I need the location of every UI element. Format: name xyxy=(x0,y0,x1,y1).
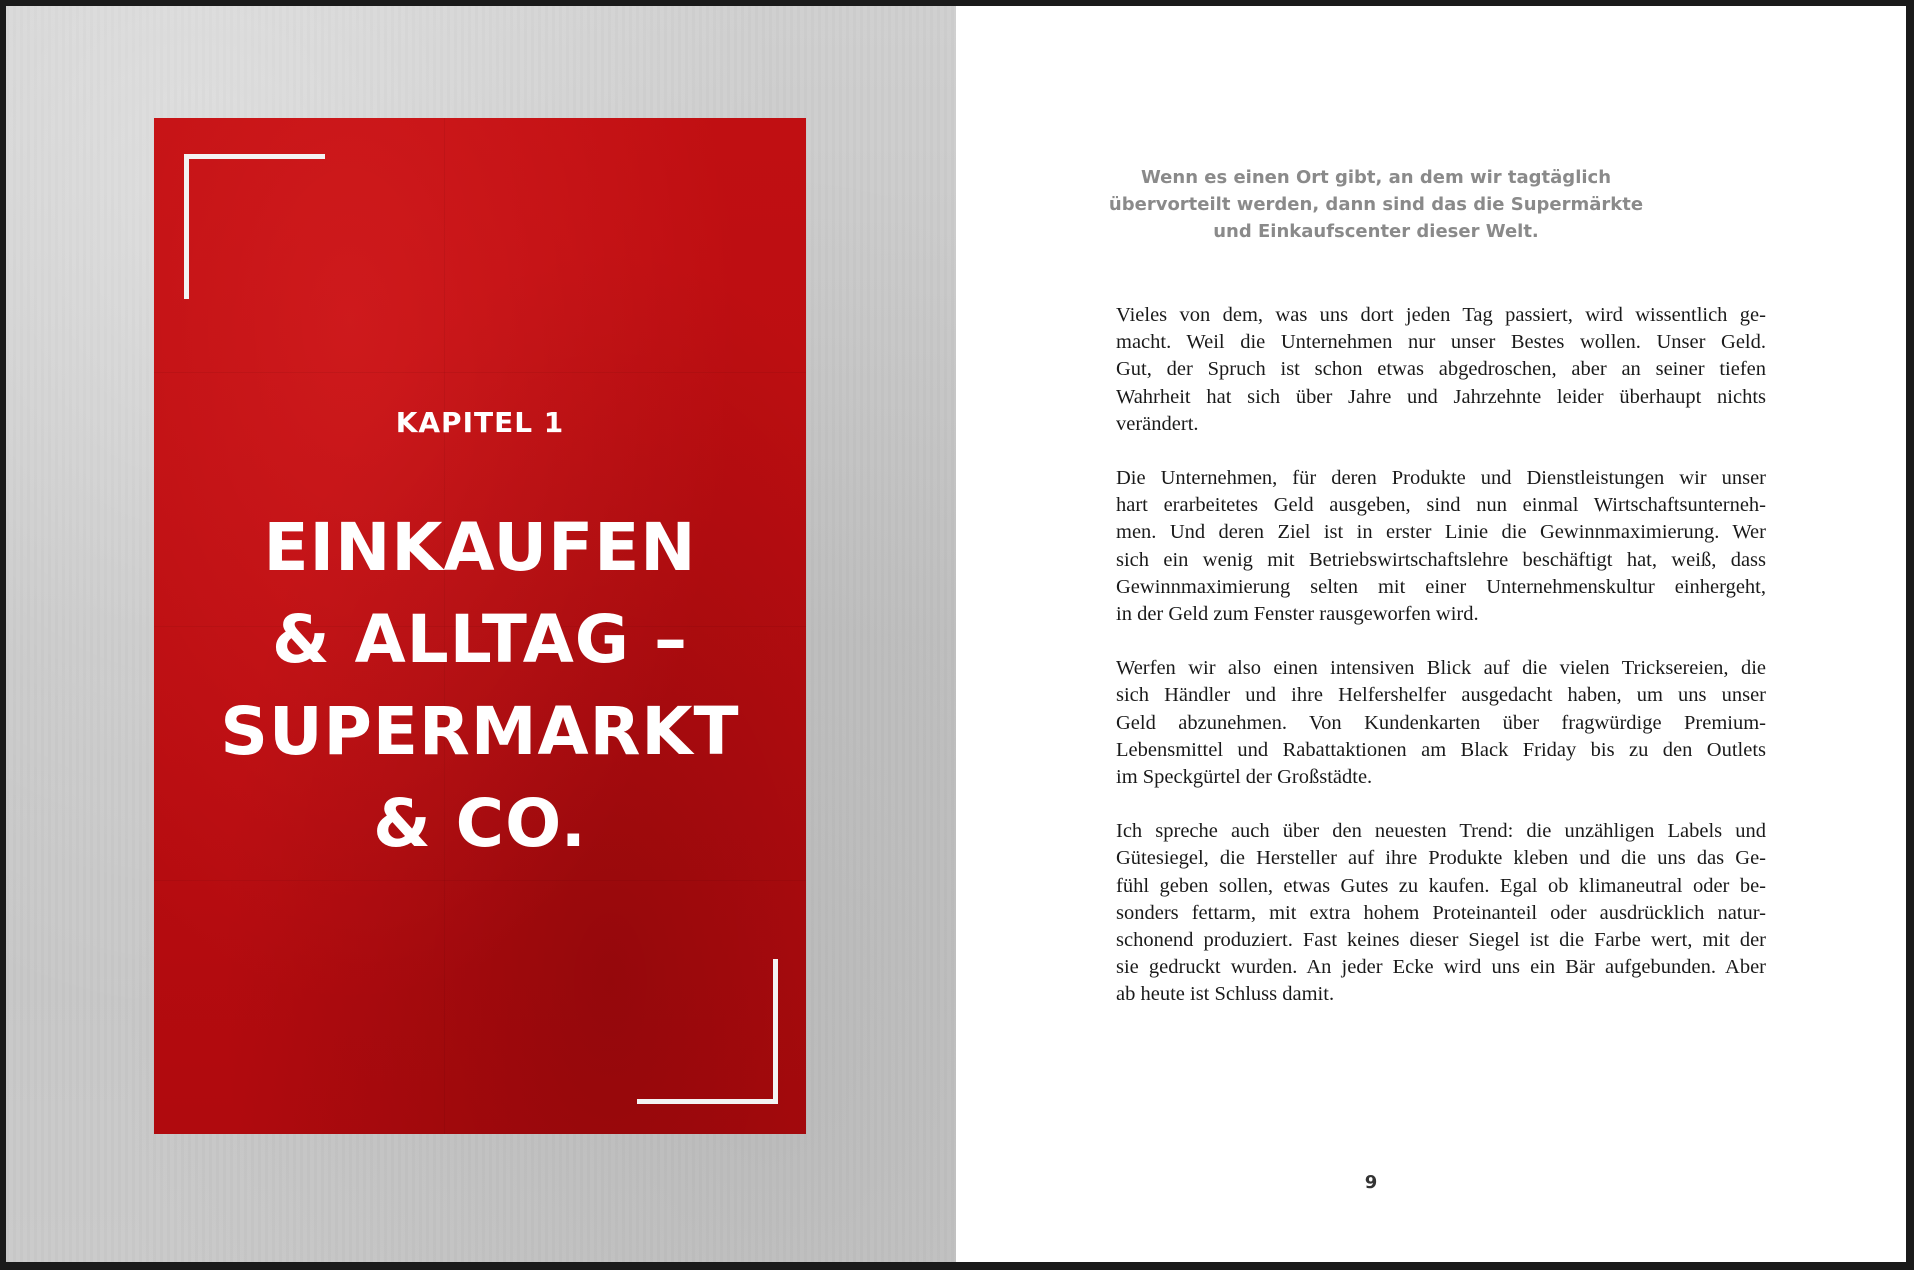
chapter-intro xyxy=(1106,164,1646,245)
paragraph xyxy=(1116,818,1766,1008)
chapter-title-line: & CO. xyxy=(373,785,587,862)
text-line: Gut, der Spruch ist schon etwas abgedroschen, aber an seiner tiefen xyxy=(1116,358,1766,381)
intro-line: Wenn es einen Ort gibt, an dem wir tagtäglich xyxy=(1140,167,1612,188)
text-line: sonders fettarm, mit extra hohem Proteinanteil oder ausdrücklich natur- xyxy=(1116,901,1766,924)
right-page xyxy=(956,6,1906,1262)
text-line: men. Und deren Ziel ist in erster Linie die Gewinnmaximierung. Wer xyxy=(1116,521,1766,544)
text-line: sich Händler und ihre Helfershelfer ausgedacht haben, um uns unser xyxy=(1116,684,1766,707)
text-line: ab heute ist Schluss damit. xyxy=(1116,983,1335,1006)
corner-bracket-top-left xyxy=(184,154,325,299)
text-line: Die Unternehmen, für deren Produkte und Dienstleistungen wir unser xyxy=(1116,467,1766,490)
paragraph xyxy=(1116,655,1766,791)
corner-bracket-bottom-right xyxy=(637,959,778,1104)
text-line: macht. Weil die Unternehmen nur unser Bestes wollen. Unser Geld. xyxy=(1116,331,1766,354)
panel-fold-line xyxy=(154,880,806,881)
chapter-title-line: & ALLTAG – xyxy=(272,601,688,678)
text-line: Wahrheit hat sich über Jahre und Jahrzehnte leider überhaupt nichts xyxy=(1116,385,1766,408)
chapter-title-line: EINKAUFEN xyxy=(263,509,697,586)
text-line: sie gedruckt wurden. An jeder Ecke wird uns ein Bär aufgebunden. Aber xyxy=(1116,956,1766,979)
text-line: Gewinnmaximierung selten mit einer Unternehmenskultur einhergeht, xyxy=(1116,575,1766,598)
text-line: hart erarbeitetes Geld ausgeben, sind nun einmal Wirtschaftsunterneh- xyxy=(1116,494,1766,517)
chapter-title xyxy=(154,502,806,870)
body-text xyxy=(1116,302,1766,1036)
text-line: sich ein wenig mit Betriebswirtschaftslehre beschäftigt hat, weiß, dass xyxy=(1116,548,1766,571)
paragraph xyxy=(1116,302,1766,438)
text-line: Geld abzunehmen. Von Kundenkarten über fragwürdige Premium- xyxy=(1116,711,1766,734)
page-number: 9 xyxy=(1364,1172,1378,1193)
book-spread xyxy=(6,6,1906,1262)
left-page xyxy=(6,6,956,1262)
text-line: fühl geben sollen, etwas Gutes zu kaufen. Egal ob klimaneutral oder be- xyxy=(1116,874,1766,897)
text-line: Gütesiegel, die Hersteller auf ihre Produkte kleben und die uns das Ge- xyxy=(1116,847,1766,870)
text-line: Lebensmittel und Rabattaktionen am Black Friday bis zu den Outlets xyxy=(1116,738,1766,761)
chapter-panel xyxy=(154,118,806,1134)
intro-line: und Einkaufscenter dieser Welt. xyxy=(1213,221,1539,242)
text-line: im Speckgürtel der Großstädte. xyxy=(1116,766,1373,789)
text-line: Ich spreche auch über den neuesten Trend: die unzähligen Labels und xyxy=(1116,820,1766,843)
text-line: schonend produziert. Fast keines dieser Siegel ist die Farbe wert, mit der xyxy=(1116,929,1766,952)
panel-fold-line xyxy=(154,372,806,373)
text-line: in der Geld zum Fenster rausgeworfen wird. xyxy=(1116,603,1479,626)
chapter-title-line: SUPERMARKT xyxy=(220,693,740,770)
chapter-label: KAPITEL 1 xyxy=(395,406,565,439)
text-line: Vieles von dem, was uns dort jeden Tag passiert, wird wissentlich ge- xyxy=(1116,304,1766,326)
text-line: verändert. xyxy=(1116,412,1199,435)
paragraph xyxy=(1116,465,1766,628)
intro-line: übervorteilt werden, dann sind das die Supermärkte xyxy=(1108,194,1644,215)
text-line: Werfen wir also einen intensiven Blick auf die vielen Tricksereien, die xyxy=(1116,657,1766,680)
